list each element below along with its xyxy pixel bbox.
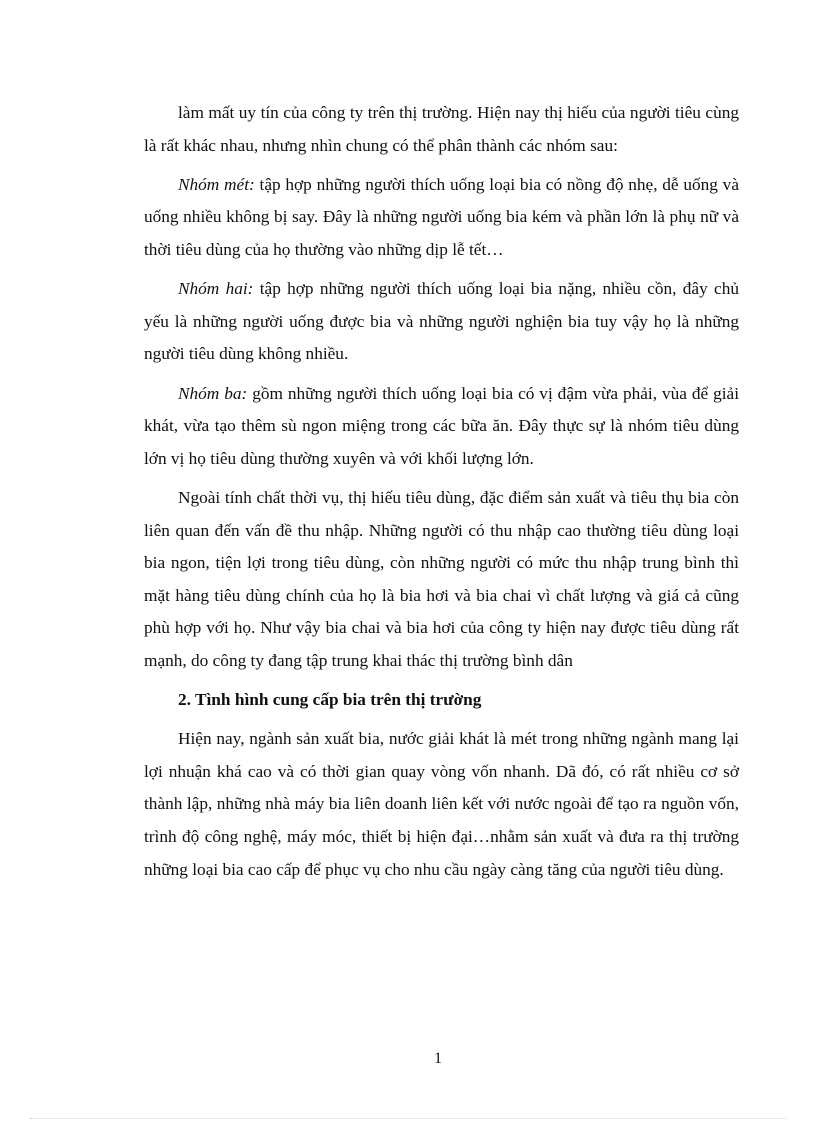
footer-divider: [30, 1118, 786, 1119]
document-body: [144, 97, 739, 893]
paragraph: Hiện nay, ngành sản xuất bia, nước giải khát là mét trong những ngành mang lại lợi nhuận khá cao và có thời gian quay vòng vốn nhanh. Dã đó, có rất nhiều cơ sở thành lập, những nhà máy bia liên doanh liên kết với nước ngoài để tạo ra nguồn vốn, trình độ công nghệ, máy móc, thiết bị hiện đại…nhằm sản xuất và đưa ra thị trường những loại bia cao cấp để phục vụ cho nhu cầu ngày càng tăng của người tiêu dùng.: [144, 729, 739, 879]
paragraph-lead: Nhóm ba:: [178, 383, 248, 403]
page-number: 1: [434, 1050, 442, 1067]
paragraph: làm mất uy tín của công ty trên thị trường. Hiện nay thị hiếu của người tiêu cùng là rất khác nhau, nhưng nhìn chung có thể phân thành các nhóm sau:: [144, 103, 739, 155]
paragraph: Nhóm ba: gồm những người thích uống loại bia có vị đậm vừa phải, vùa để giải khát, vừa tạo thêm sù ngon miệng trong các bữa ăn. Đây thực sự là nhóm tiêu dùng lớn vị họ tiêu dùng thường xuyên và với khối lượng lớn.: [144, 383, 739, 468]
paragraph-lead: Nhóm hai:: [178, 279, 254, 299]
paragraph: Nhóm hai: tập hợp những người thích uống loại bia nặng, nhiều cồn, đây chủ yếu là những người uống được bia và những người nghiện bia tuy vậy họ là những người tiêu dùng không nhiều.: [144, 279, 739, 364]
section-heading: 2. Tình hình cung cấp bia trên thị trường: [178, 690, 482, 710]
paragraph: Ngoài tính chất thời vụ, thị hiếu tiêu dùng, đặc điểm sản xuất và tiêu thụ bia còn liên quan đến vấn đề thu nhập. Những người có thu nhập cao thường tiêu dùng loại bia ngon, tiện lợi trong tiêu dùng, còn những người có mức thu nhập trung bình thì mặt hàng tiêu dùng chính của họ là bia hơi và bia chai vì chất lượng và giá cả cũng phù hợp với họ. Như vậy bia chai và bia hơi của công ty hiện nay được tiêu dùng rất mạnh, do công ty đang tập trung khai thác thị trường bình dân: [144, 487, 739, 670]
paragraph: Nhóm mét: tập hợp những người thích uống loại bia có nồng độ nhẹ, dễ uống và uống nhiều không bị say. Đây là những người uống bia kém và phần lớn là phụ nữ và thời tiêu dùng của họ thường vào những dịp lễ tết…: [144, 174, 739, 259]
paragraph-lead: Nhóm mét:: [178, 174, 255, 194]
